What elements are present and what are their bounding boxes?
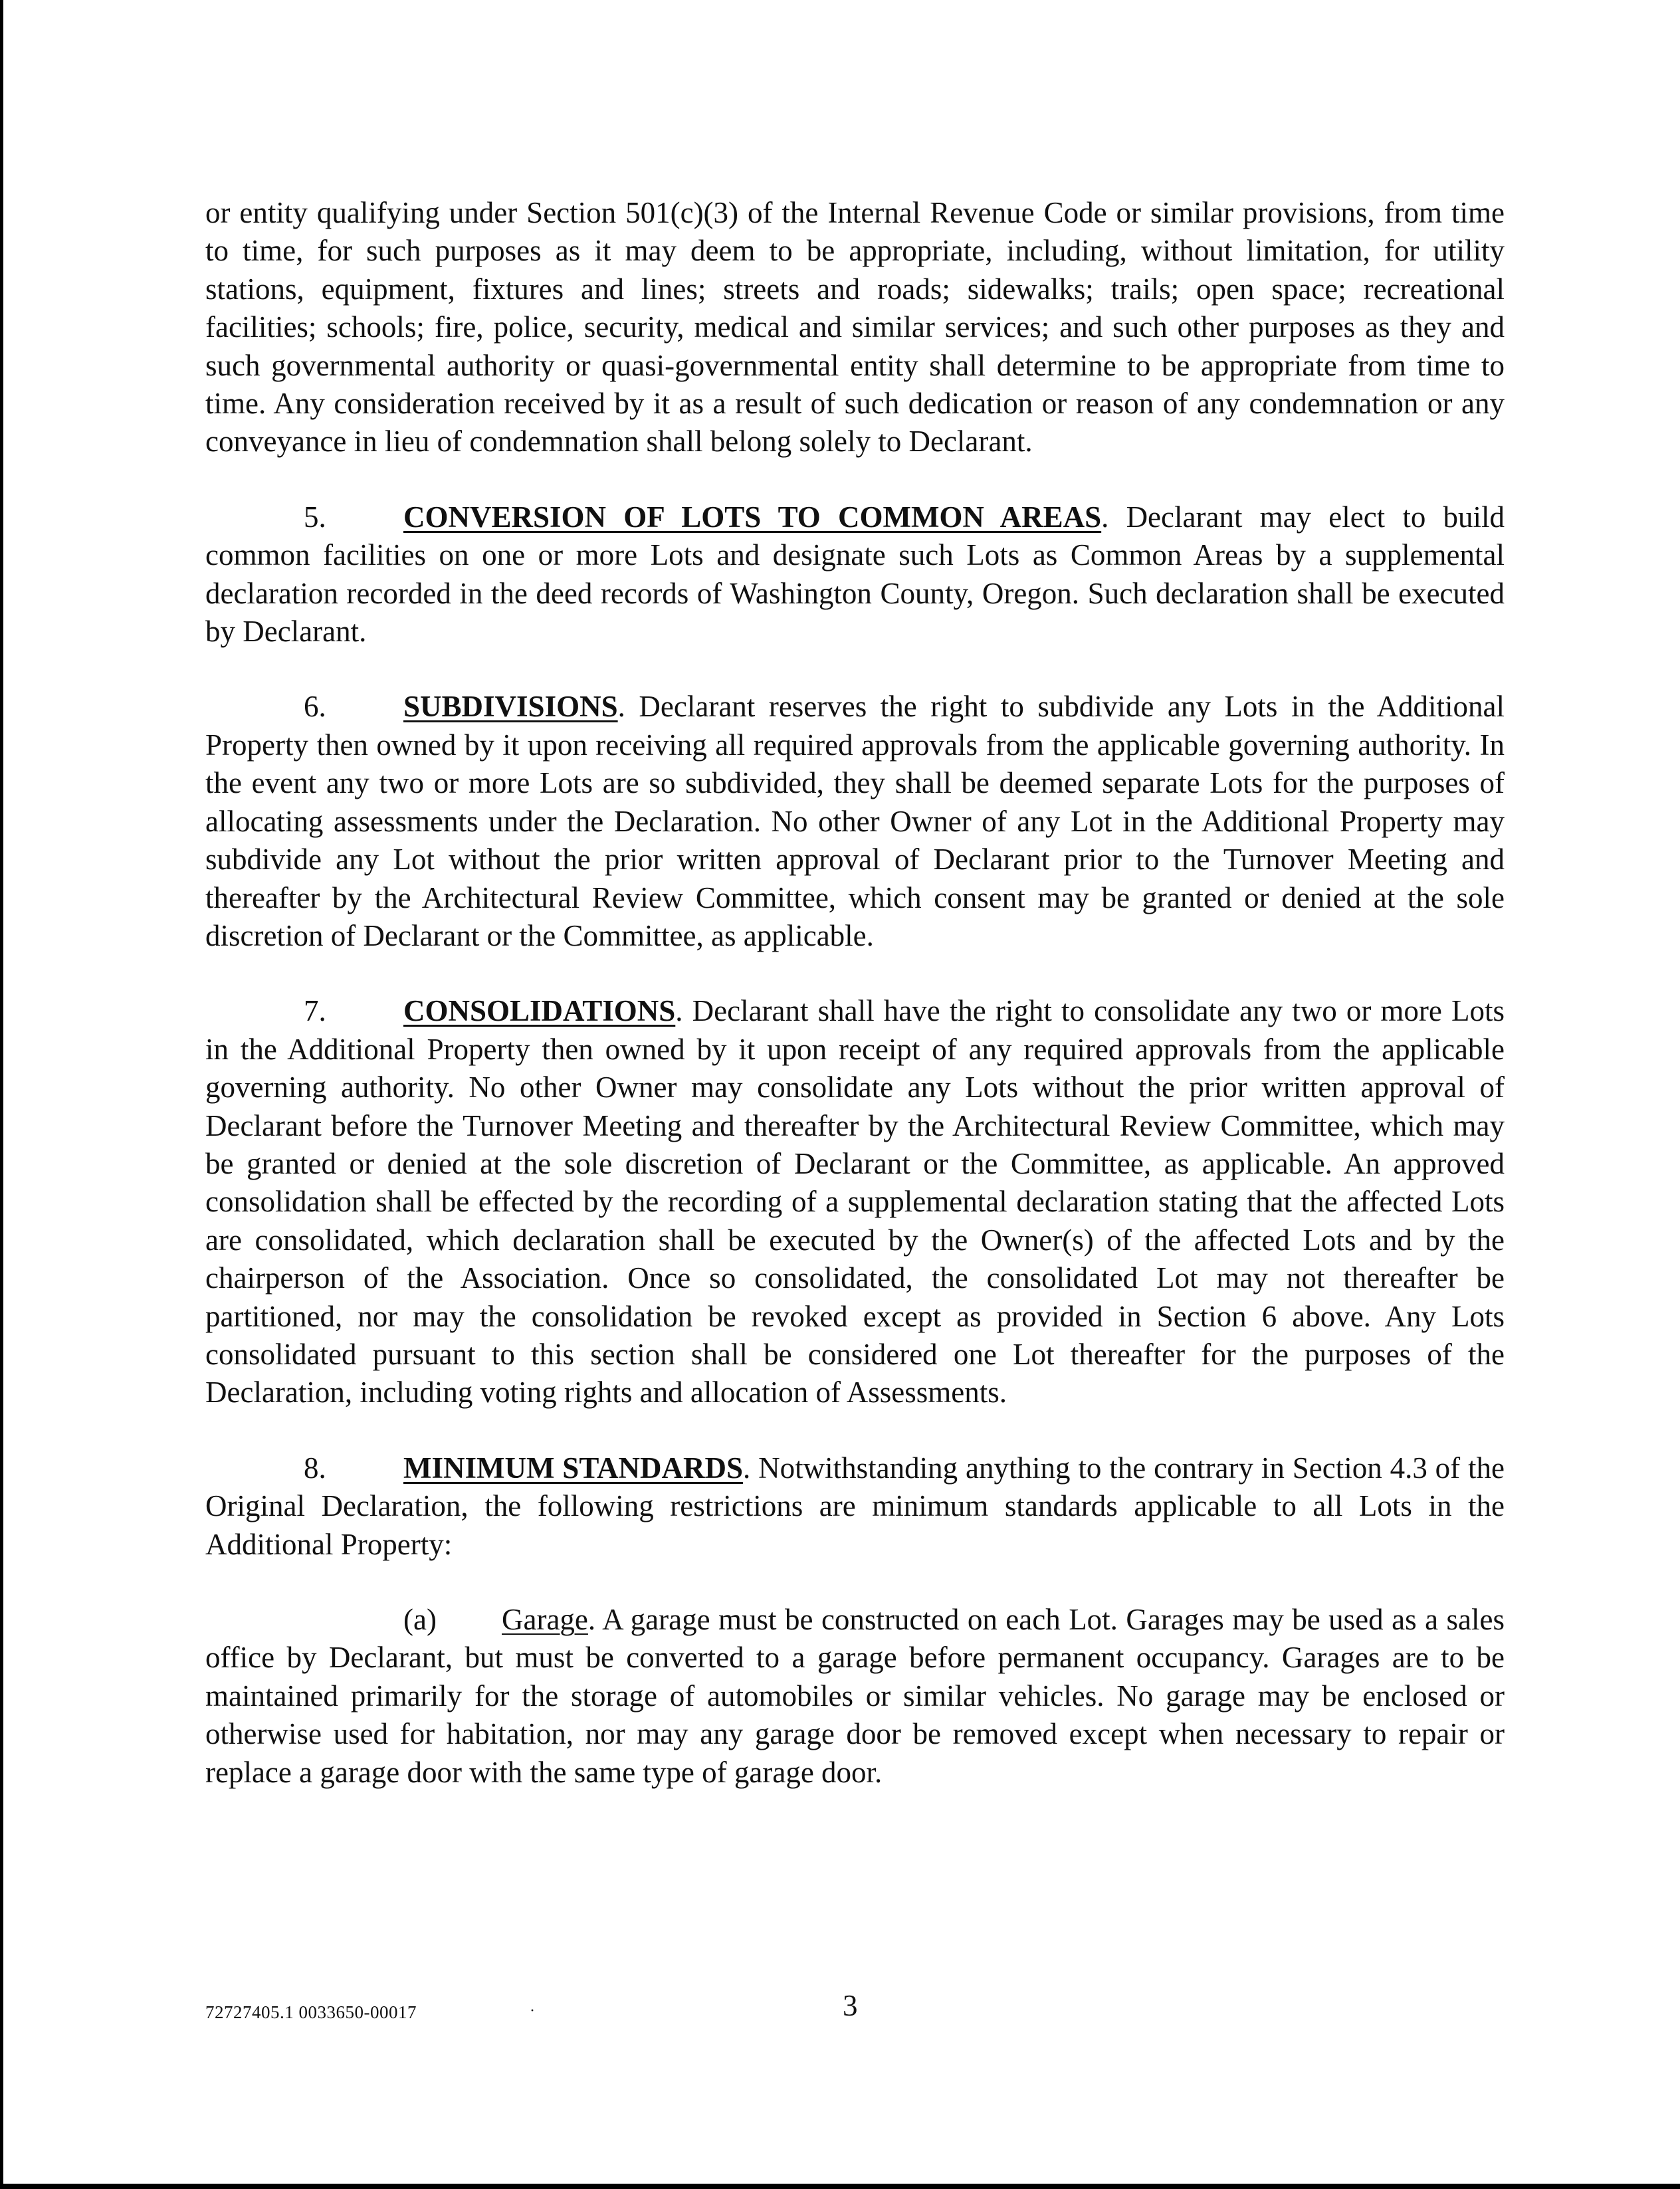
section-7-heading: CONSOLIDATIONS — [403, 994, 676, 1028]
footer-page-number: 3 — [843, 1989, 858, 2022]
section-6: 6. SUBDIVISIONS. Declarant reserves the right to subdivide any Lots in the Additional Property then owned by it upon receiving all required approvals from the applicable governing authority. In the event any two or more Lots are so subdivided, they shall be deemed separate Lots for the purposes of allocating assessments under the Declaration. No other Owner of any Lot in the Additional Property may subdivide any Lot without the prior written approval of Declarant prior to the Turnover Meeting and thereafter by the Architectural Review Committee, which consent may be granted or denied at the sole discretion of Declarant or the Committee, as applicable. — [205, 688, 1505, 955]
section-8-heading: MINIMUM STANDARDS — [403, 1451, 744, 1485]
section-5-body: Declarant may elect to build common facilities on one or more Lots and designate such Lots as Common Areas by a supplemental declaration recorded in the deed records of Washington County, Oregon. Such declaration shall be executed by Declarant. — [205, 500, 1505, 649]
section-8-number: 8. — [304, 1451, 326, 1485]
scan-edge-left — [0, 0, 3, 2189]
footer-document-id: 72727405.1 0033650-00017 — [205, 2002, 417, 2022]
subsection-a-label: (a) — [403, 1603, 437, 1636]
section-5-heading: CONVERSION OF LOTS TO COMMON AREAS — [403, 500, 1102, 534]
subsection-a-body: A garage must be constructed on each Lot. Garages may be used as a sales office by Declarant, but must be converted to a garage before permanent occupancy. Garages are to be maintained primarily for the storage of automobiles or similar vehicles. No garage may be enclosed or otherwise used for habitation, nor may any garage door be removed except when necessary to repair or replace a garage door with the same type of garage door. — [205, 1603, 1505, 1789]
subsection-a: (a) Garage. A garage must be constructed on each Lot. Garages may be used as a sales office by Declarant, but must be converted to a garage before permanent occupancy. Garages are to be maintained primarily for the storage of automobiles or similar vehicles. No garage may be enclosed or otherwise used for habitation, nor may any garage door be removed except when necessary to repair or replace a garage door with the same type of garage door. — [205, 1601, 1505, 1792]
section-6-body: Declarant reserves the right to subdivide any Lots in the Additional Property then owned by it upon receiving all required approvals from the applicable governing authority. In the event any two or more Lots are so subdivided, they shall be deemed separate Lots for the purposes of allocating assessments under the Declaration. No other Owner of any Lot in the Additional Property may subdivide any Lot without the prior written approval of Declarant prior to the Turnover Meeting and thereafter by the Architectural Review Committee, which consent may be granted or denied at the sole discretion of Declarant or the Committee, as applicable. — [205, 690, 1505, 952]
section-5-number: 5. — [304, 500, 326, 534]
intro-text: or entity qualifying under Section 501(c)(3) of the Internal Revenue Code or similar provisions, from time to time, for such purposes as it may deem to be appropriate, including, without limitation, for utility stations, equipment, fixtures and lines; streets and roads; sidewalks; trails; open space; recreational facilities; schools; fire, police, security, medical and similar services; and such other purposes as they and such governmental authority or quasi-governmental entity shall determine to be appropriate from time to time. Any consideration received by it as a result of such dedication or reason of any condemnation or any conveyance in lieu of condemnation shall belong solely to Declarant. — [205, 196, 1505, 459]
section-8-body: Notwithstanding anything to the contrary in Section 4.3 of the Original Declaration, the following restrictions are minimum standards applicable to all Lots in the Additional Property: — [205, 1451, 1505, 1561]
section-5: 5. CONVERSION OF LOTS TO COMMON AREAS. Declarant may elect to build common facilities on one or more Lots and designate such Lots as Common Areas by a supplemental declaration recorded in the deed records of Washington County, Oregon. Such declaration shall be executed by Declarant. — [205, 498, 1505, 651]
section-6-heading: SUBDIVISIONS — [403, 690, 618, 724]
scan-edge-bottom — [0, 2184, 1680, 2189]
footer-mark: · — [530, 2002, 535, 2020]
section-7-body: Declarant shall have the right to consolidate any two or more Lots in the Additional Property then owned by it upon receipt of any required approvals from the applicable governing authority. No other Owner may consolidate any Lots without the prior written approval of Declarant before the Turnover Meeting and thereafter by the Architectural Review Committee, which may be granted or denied at the sole discretion of Declarant or the Committee, as applicable. An approved consolidation shall be effected by the recording of a supplemental declaration stating that the affected Lots are consolidated, which declaration shall be executed by the Owner(s) of the affected Lots and by the chairperson of the Association. Once so consolidated, the consolidated Lot may not thereafter be partitioned, nor may the consolidation be revoked except as provided in Section 6 above. Any Lots consolidated pursuant to this section shall be considered one Lot thereafter for the purposes of the Declaration, including voting rights and allocation of Assessments. — [205, 994, 1505, 1409]
intro-paragraph — [205, 194, 1505, 461]
section-8: 8. MINIMUM STANDARDS. Notwithstanding anything to the contrary in Section 4.3 of the Original Declaration, the following restrictions are minimum standards applicable to all Lots in the Additional Property: — [205, 1449, 1505, 1564]
section-7-number: 7. — [304, 994, 326, 1028]
document-page — [205, 194, 1505, 1792]
section-6-number: 6. — [304, 690, 326, 724]
section-7: 7. CONSOLIDATIONS. Declarant shall have the right to consolidate any two or more Lots in the Additional Property then owned by it upon receipt of any required approvals from the applicable governing authority. No other Owner may consolidate any Lots without the prior written approval of Declarant before the Turnover Meeting and thereafter by the Architectural Review Committee, which may be granted or denied at the sole discretion of Declarant or the Committee, as applicable. An approved consolidation shall be effected by the recording of a supplemental declaration stating that the affected Lots are consolidated, which declaration shall be executed by the Owner(s) of the affected Lots and by the chairperson of the Association. Once so consolidated, the consolidated Lot may not thereafter be partitioned, nor may the consolidation be revoked except as provided in Section 6 above. Any Lots consolidated pursuant to this section shall be considered one Lot thereafter for the purposes of the Declaration, including voting rights and allocation of Assessments. — [205, 992, 1505, 1411]
subsection-a-heading: Garage — [502, 1603, 588, 1636]
